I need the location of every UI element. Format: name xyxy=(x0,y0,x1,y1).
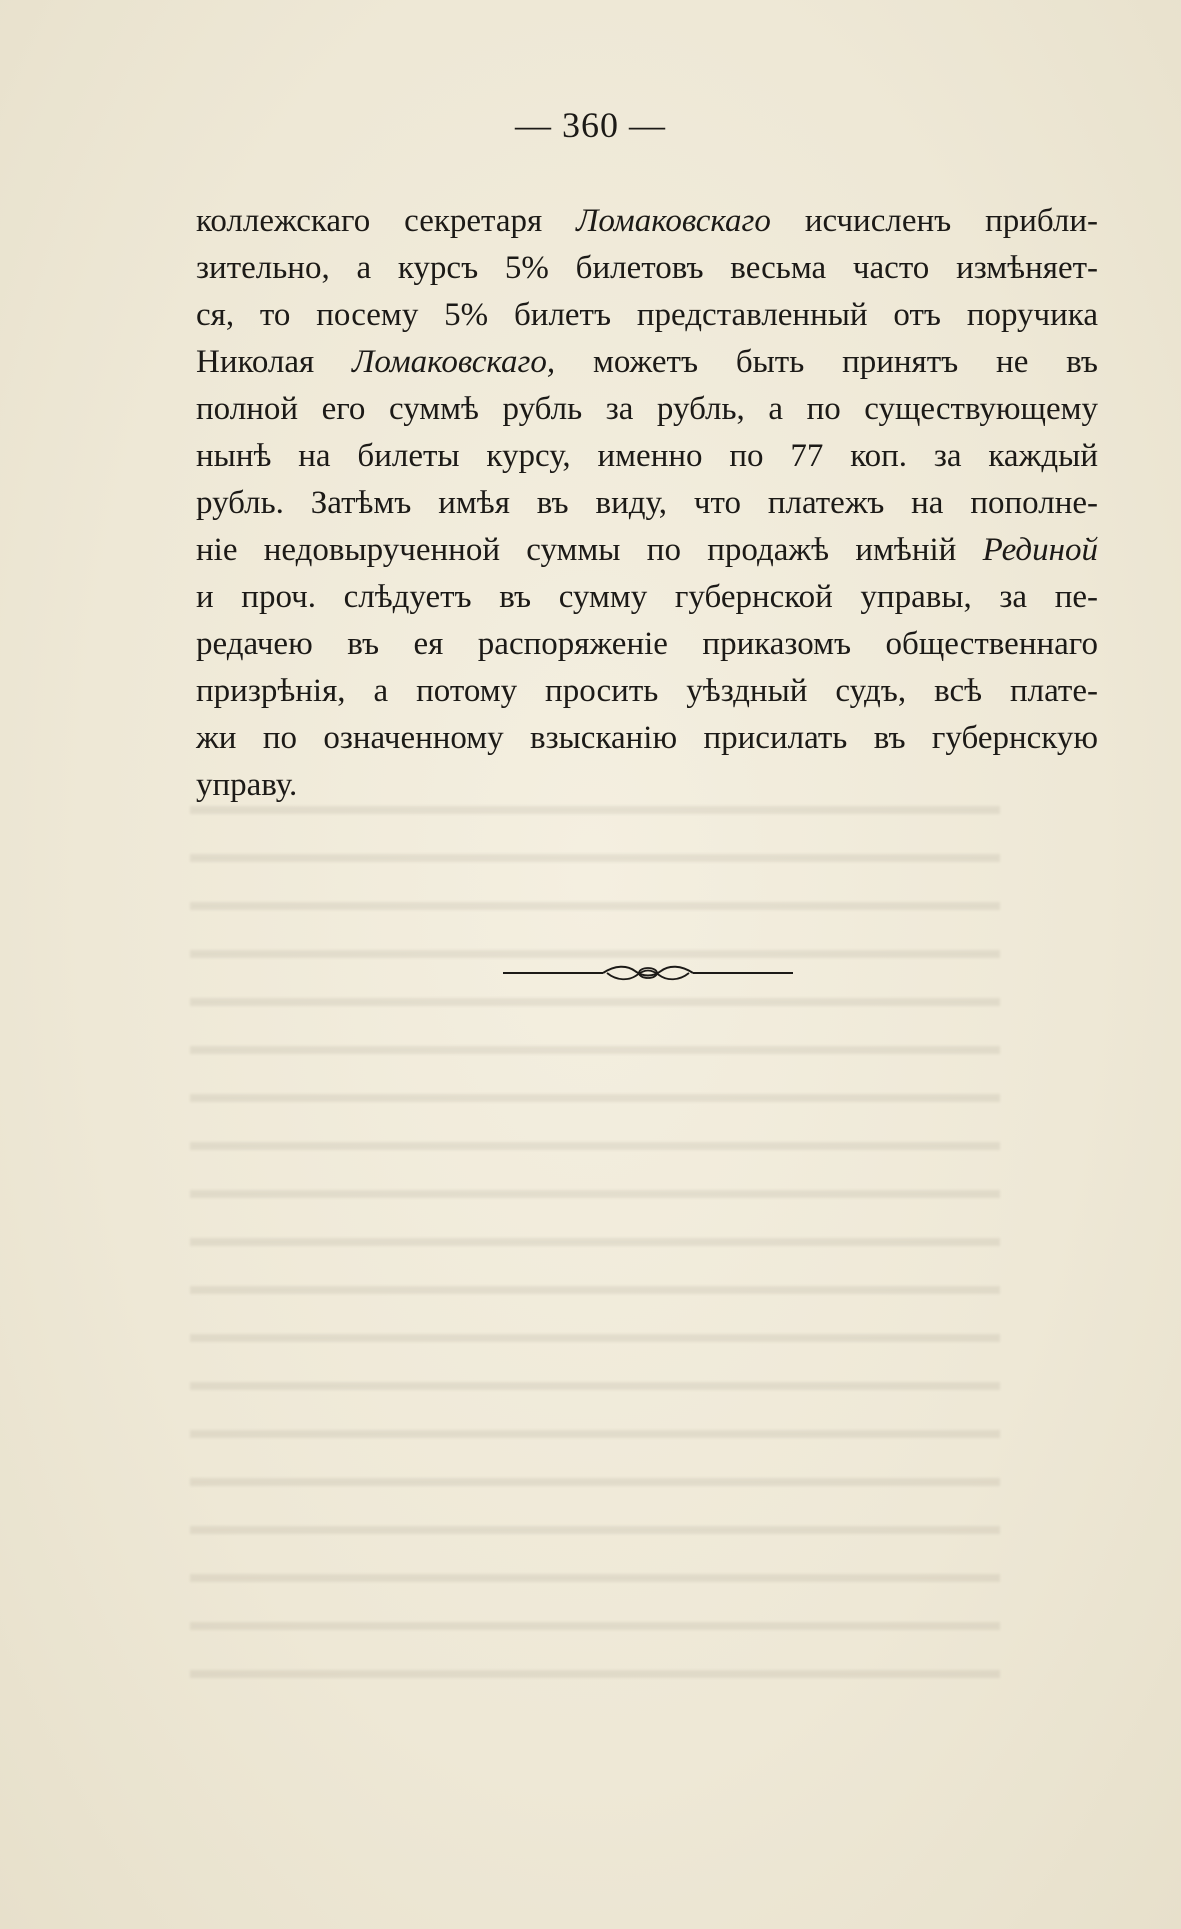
text-segment: рубль. Затѣмъ имѣя въ виду, что платежъ на пополне- xyxy=(196,485,1098,521)
text-segment: призрѣнія, а потому просить уѣздный судъ, всѣ плате- xyxy=(196,673,1098,709)
text-line xyxy=(196,245,1098,292)
text-segment: нынѣ на билеты курсу, именно по 77 коп. за каждый xyxy=(196,438,1098,474)
text-line xyxy=(196,386,1098,433)
text-line xyxy=(196,292,1098,339)
text-line xyxy=(196,668,1098,715)
text-segment: Николая xyxy=(196,344,353,380)
text-segment: можетъ быть принятъ не въ xyxy=(555,344,1098,380)
body-paragraph xyxy=(196,198,1098,809)
text-segment: ніе недовырученной суммы по продажѣ имѣній xyxy=(196,532,983,568)
italic-name: Ломаковскаго, xyxy=(352,344,556,380)
italic-name: Рединой xyxy=(982,532,1098,568)
text-segment: и проч. слѣдуетъ въ сумму губернской управы, за пе- xyxy=(196,579,1098,615)
text-line xyxy=(196,762,1098,809)
text-line xyxy=(196,339,1098,386)
text-line xyxy=(196,198,1098,245)
fleuron-ornament xyxy=(503,958,793,988)
text-segment: зительно, а курсъ 5% билетовъ весьма часто измѣняет- xyxy=(196,250,1098,286)
text-segment: редачею въ ея распоряженіе приказомъ общественнаго xyxy=(196,626,1098,662)
italic-name: Ломаковскаго xyxy=(576,203,771,239)
page-number: — 360 — xyxy=(515,105,666,145)
reverse-side-bleed-through xyxy=(190,780,1000,1680)
text-segment: исчисленъ прибли- xyxy=(770,203,1098,239)
text-line xyxy=(196,621,1098,668)
text-segment: управу. xyxy=(196,767,298,803)
text-line xyxy=(196,433,1098,480)
text-segment: жи по означенному взысканію присилать въ губернскую xyxy=(196,720,1098,756)
text-segment: ся, то посему 5% билетъ представленный отъ поручика xyxy=(196,297,1098,333)
text-segment: полной его суммѣ рубль за рубль, а по существующему xyxy=(196,391,1098,427)
text-line xyxy=(196,574,1098,621)
text-line xyxy=(196,527,1098,574)
text-line xyxy=(196,480,1098,527)
text-segment: коллежскаго секретаря xyxy=(196,203,577,239)
text-line xyxy=(196,715,1098,762)
